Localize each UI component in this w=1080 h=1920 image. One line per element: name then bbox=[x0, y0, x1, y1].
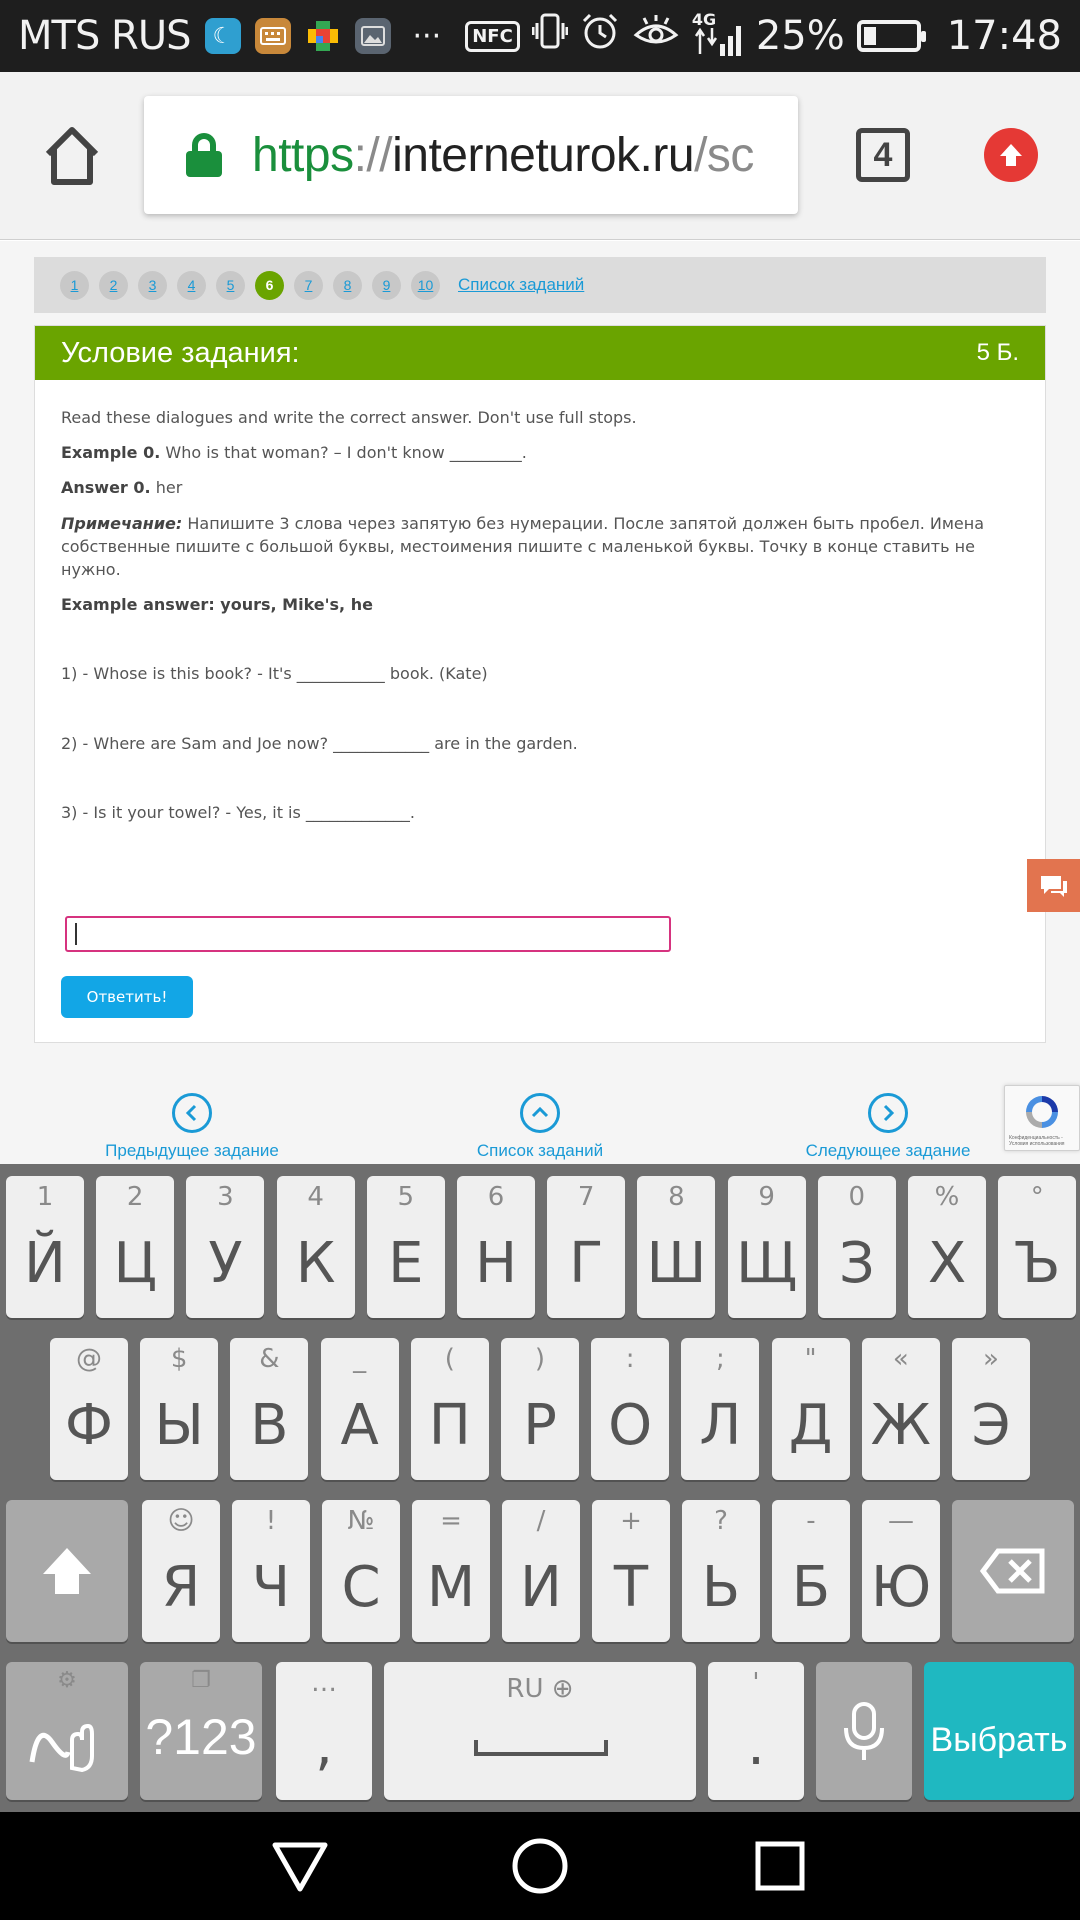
answer-input[interactable] bbox=[65, 916, 671, 952]
prev-task-link[interactable]: Предыдущее задание bbox=[92, 1093, 292, 1161]
key-row1-3[interactable] bbox=[186, 1176, 264, 1318]
key-row2-1[interactable] bbox=[50, 1338, 128, 1480]
key-row3-1[interactable] bbox=[142, 1500, 220, 1642]
system-navigation-bar bbox=[0, 1812, 1080, 1920]
play-games-icon bbox=[305, 18, 341, 54]
settings-gear-icon: ⚙ bbox=[57, 1668, 77, 1693]
key-hint: ) bbox=[534, 1344, 546, 1374]
key-row1-11[interactable] bbox=[908, 1176, 986, 1318]
page-content bbox=[0, 241, 1080, 1164]
home-icon[interactable] bbox=[40, 124, 104, 188]
key-label: Х bbox=[927, 1231, 967, 1296]
space-key[interactable] bbox=[384, 1662, 696, 1800]
address-bar[interactable] bbox=[144, 96, 798, 214]
key-hint: » bbox=[983, 1344, 999, 1374]
key-row3-6[interactable] bbox=[592, 1500, 670, 1642]
keyboard-app-icon bbox=[255, 18, 291, 54]
page-8-button[interactable]: 8 bbox=[333, 271, 362, 300]
task-header bbox=[35, 326, 1045, 380]
key-label: Ю bbox=[870, 1555, 932, 1620]
key-hint: 7 bbox=[577, 1182, 595, 1212]
next-task-link[interactable]: Следующее задание bbox=[788, 1093, 988, 1161]
key-row3-3[interactable] bbox=[322, 1500, 400, 1642]
key-row3-7[interactable] bbox=[682, 1500, 760, 1642]
key-hint: = bbox=[440, 1506, 462, 1536]
key-label: Ч bbox=[251, 1555, 291, 1620]
question-2: 2) - Where are Sam and Joe now? ____________ are in the garden. bbox=[61, 733, 578, 753]
eye-comfort-icon bbox=[632, 13, 680, 59]
page-10-button[interactable]: 10 bbox=[411, 271, 440, 300]
key-label: Е bbox=[388, 1231, 424, 1296]
key-label: З bbox=[838, 1231, 875, 1296]
key-hint: " bbox=[804, 1344, 817, 1374]
key-row3-5[interactable] bbox=[502, 1500, 580, 1642]
backspace-key[interactable] bbox=[952, 1500, 1074, 1642]
back-triangle-icon[interactable] bbox=[270, 1840, 330, 1894]
vibrate-icon bbox=[532, 11, 568, 61]
key-label: Й bbox=[24, 1231, 66, 1296]
key-hint: — bbox=[888, 1506, 914, 1536]
key-label: Щ bbox=[735, 1231, 798, 1296]
key-hint: $ bbox=[170, 1344, 188, 1374]
key-row2-8[interactable] bbox=[681, 1338, 759, 1480]
key-row3-9[interactable] bbox=[862, 1500, 940, 1642]
nfc-icon: NFC bbox=[465, 21, 520, 52]
space-bar-icon bbox=[474, 1740, 608, 1756]
language-indicator: RU ⊕ bbox=[506, 1674, 574, 1704]
key-hint: + bbox=[620, 1506, 642, 1536]
key-hint: № bbox=[347, 1506, 375, 1536]
key-hint: ! bbox=[265, 1506, 277, 1536]
backspace-icon bbox=[980, 1548, 1046, 1594]
key-label: Ц bbox=[113, 1231, 157, 1296]
voice-input-key[interactable] bbox=[816, 1662, 912, 1800]
key-hint: % bbox=[934, 1182, 960, 1212]
key-label: И bbox=[520, 1555, 562, 1620]
key-label: Г bbox=[569, 1231, 604, 1296]
key-row1-10[interactable] bbox=[818, 1176, 896, 1318]
gallery-app-icon bbox=[355, 18, 391, 54]
key-hint: ? bbox=[714, 1506, 728, 1536]
key-row1-2[interactable] bbox=[96, 1176, 174, 1318]
handwriting-icon bbox=[28, 1712, 104, 1772]
symbols-key[interactable]: ❐ ?123 bbox=[140, 1662, 262, 1800]
key-row2-9[interactable] bbox=[772, 1338, 850, 1480]
shift-icon bbox=[37, 1542, 97, 1602]
page-1-button[interactable]: 1 bbox=[60, 271, 89, 300]
key-row3-4[interactable] bbox=[412, 1500, 490, 1642]
key-hint: 9 bbox=[758, 1182, 775, 1212]
key-label: О bbox=[608, 1393, 653, 1458]
home-circle-icon[interactable] bbox=[510, 1836, 570, 1896]
key-row2-2[interactable] bbox=[140, 1338, 218, 1480]
task-note: Примечание: Напишите 3 слова через запятую без нумерации. После запятой должен быть пробел. Имена собственные пишите с большой буквы, местоимения пишите с маленькой буквы. Точку в конце ставить не нужно. bbox=[61, 513, 985, 579]
question-1: 1) - Whose is this book? - It's ___________ book. (Kate) bbox=[61, 664, 488, 684]
key-row2-4[interactable] bbox=[321, 1338, 399, 1480]
more-notifications-icon: ··· bbox=[412, 18, 442, 54]
handwriting-key[interactable] bbox=[6, 1662, 128, 1800]
key-hint: 2 bbox=[126, 1182, 144, 1212]
key-row3-2[interactable] bbox=[232, 1500, 310, 1642]
battery-icon bbox=[857, 20, 921, 52]
key-row1-4[interactable] bbox=[277, 1176, 355, 1318]
submit-answer-button[interactable]: Ответить! bbox=[61, 976, 193, 1018]
key-label: К bbox=[295, 1231, 336, 1296]
key-hint: : bbox=[625, 1344, 635, 1374]
key-hint: 1 bbox=[36, 1182, 54, 1212]
key-row2-10[interactable] bbox=[862, 1338, 940, 1480]
key-hint: ° bbox=[1030, 1182, 1044, 1212]
task-list-nav-link[interactable]: Список заданий bbox=[440, 1093, 640, 1161]
example-line: Example 0. Who is that woman? – I don't know _________. bbox=[61, 443, 527, 463]
key-row1-12[interactable] bbox=[998, 1176, 1076, 1318]
page-7-button[interactable]: 7 bbox=[294, 271, 323, 300]
key-row2-3[interactable] bbox=[230, 1338, 308, 1480]
comma-key[interactable]: … , bbox=[276, 1662, 372, 1800]
browser-toolbar bbox=[0, 72, 1080, 240]
key-label: Э bbox=[971, 1393, 1011, 1458]
lock-icon bbox=[186, 133, 222, 177]
battery-percent: 25% bbox=[755, 13, 845, 59]
shift-key[interactable] bbox=[6, 1500, 128, 1642]
text-cursor bbox=[75, 923, 77, 945]
key-hint: 6 bbox=[487, 1182, 505, 1212]
key-hint: / bbox=[536, 1506, 546, 1536]
task-instruction: Read these dialogues and write the correct answer. Don't use full stops. bbox=[61, 408, 637, 427]
key-row1-8[interactable] bbox=[637, 1176, 715, 1318]
key-hint: 4 bbox=[307, 1182, 324, 1212]
key-hint: @ bbox=[76, 1344, 102, 1374]
key-row1-6[interactable] bbox=[457, 1176, 535, 1318]
upload-icon[interactable] bbox=[984, 128, 1038, 182]
status-bar bbox=[0, 0, 1080, 72]
task-title: Условие задания: bbox=[61, 336, 300, 369]
key-label: М bbox=[426, 1555, 476, 1620]
chevron-right-icon bbox=[868, 1093, 908, 1133]
key-label: Д bbox=[788, 1393, 833, 1458]
question-3: 3) - Is it your towel? - Yes, it is _____________. bbox=[61, 802, 416, 822]
key-row2-5[interactable] bbox=[411, 1338, 489, 1480]
tab-switcher-button[interactable]: 4 bbox=[856, 128, 910, 182]
example-answer: Example answer: yours, Mike's, he bbox=[61, 595, 373, 615]
key-hint: ; bbox=[716, 1344, 725, 1374]
key-hint: 8 bbox=[668, 1182, 685, 1212]
chevron-up-icon bbox=[520, 1093, 560, 1133]
key-label: Ф bbox=[64, 1393, 114, 1458]
recents-square-icon[interactable] bbox=[755, 1841, 805, 1891]
on-screen-keyboard bbox=[0, 1164, 1080, 1812]
key-hint: - bbox=[806, 1506, 816, 1536]
page-9-button[interactable]: 9 bbox=[372, 271, 401, 300]
task-list-link[interactable]: Список заданий bbox=[458, 275, 585, 294]
key-row2-6[interactable] bbox=[501, 1338, 579, 1480]
key-hint: « bbox=[892, 1344, 909, 1374]
page-6-button[interactable]: 6 bbox=[255, 271, 284, 300]
select-action-key[interactable]: Выбрать bbox=[924, 1662, 1074, 1800]
chevron-left-icon bbox=[172, 1093, 212, 1133]
microphone-icon bbox=[842, 1702, 886, 1762]
key-row3-8[interactable] bbox=[772, 1500, 850, 1642]
url-text[interactable]: https://interneturok.ru/sc bbox=[252, 128, 754, 182]
key-hint: ☺ bbox=[167, 1506, 195, 1536]
key-row2-11[interactable] bbox=[952, 1338, 1030, 1480]
key-label: Л bbox=[699, 1393, 742, 1458]
page-5-button[interactable]: 5 bbox=[216, 271, 245, 300]
page-3-button[interactable]: 3 bbox=[138, 271, 167, 300]
key-row1-7[interactable] bbox=[547, 1176, 625, 1318]
clipboard-icon: ❐ bbox=[191, 1668, 211, 1693]
key-label: Ш bbox=[646, 1231, 707, 1296]
key-row1-1[interactable] bbox=[6, 1176, 84, 1318]
key-label: Н bbox=[474, 1231, 518, 1296]
key-hint: & bbox=[259, 1344, 280, 1374]
key-hint: 5 bbox=[397, 1182, 415, 1212]
task-card bbox=[34, 325, 1046, 1043]
recaptcha-terms[interactable]: Конфиденциальность - Условия использования bbox=[1009, 1135, 1065, 1147]
key-label: Ъ bbox=[1013, 1231, 1061, 1296]
task-navigation bbox=[0, 1093, 1080, 1163]
key-label: Ь bbox=[701, 1555, 741, 1620]
key-row1-5[interactable] bbox=[367, 1176, 445, 1318]
period-key[interactable]: ' . bbox=[708, 1662, 804, 1800]
task-body bbox=[35, 380, 1045, 824]
key-row1-9[interactable] bbox=[728, 1176, 806, 1318]
task-score: 5 Б. bbox=[976, 339, 1019, 366]
clock: 17:48 bbox=[946, 13, 1062, 59]
answer-example-line: Answer 0. her bbox=[61, 478, 183, 498]
key-label: Р bbox=[523, 1393, 557, 1458]
page-2-button[interactable]: 2 bbox=[99, 271, 128, 300]
key-label: У bbox=[208, 1231, 243, 1296]
key-hint: 3 bbox=[217, 1182, 234, 1212]
key-label: В bbox=[250, 1393, 289, 1458]
key-label: С bbox=[341, 1555, 381, 1620]
key-label: Ы bbox=[154, 1393, 204, 1458]
network-type: 4G bbox=[691, 10, 717, 29]
key-hint: _ bbox=[353, 1344, 367, 1374]
key-hint: 0 bbox=[848, 1182, 866, 1212]
key-hint: ( bbox=[444, 1344, 455, 1374]
key-label: Ж bbox=[870, 1393, 931, 1458]
key-label: Т bbox=[613, 1555, 649, 1620]
key-label: А bbox=[340, 1393, 379, 1458]
task-pager bbox=[34, 257, 1046, 313]
page-4-button[interactable]: 4 bbox=[177, 271, 206, 300]
key-label: Б bbox=[791, 1555, 831, 1620]
carrier-name: MTS RUS bbox=[18, 13, 191, 59]
alarm-icon bbox=[580, 11, 620, 61]
key-label: Я bbox=[161, 1555, 201, 1620]
chat-icon[interactable] bbox=[1027, 859, 1080, 912]
key-row2-7[interactable] bbox=[591, 1338, 669, 1480]
signal-icon bbox=[691, 10, 744, 58]
key-label: П bbox=[428, 1393, 471, 1458]
moon-app-icon: ☾ bbox=[205, 18, 241, 54]
